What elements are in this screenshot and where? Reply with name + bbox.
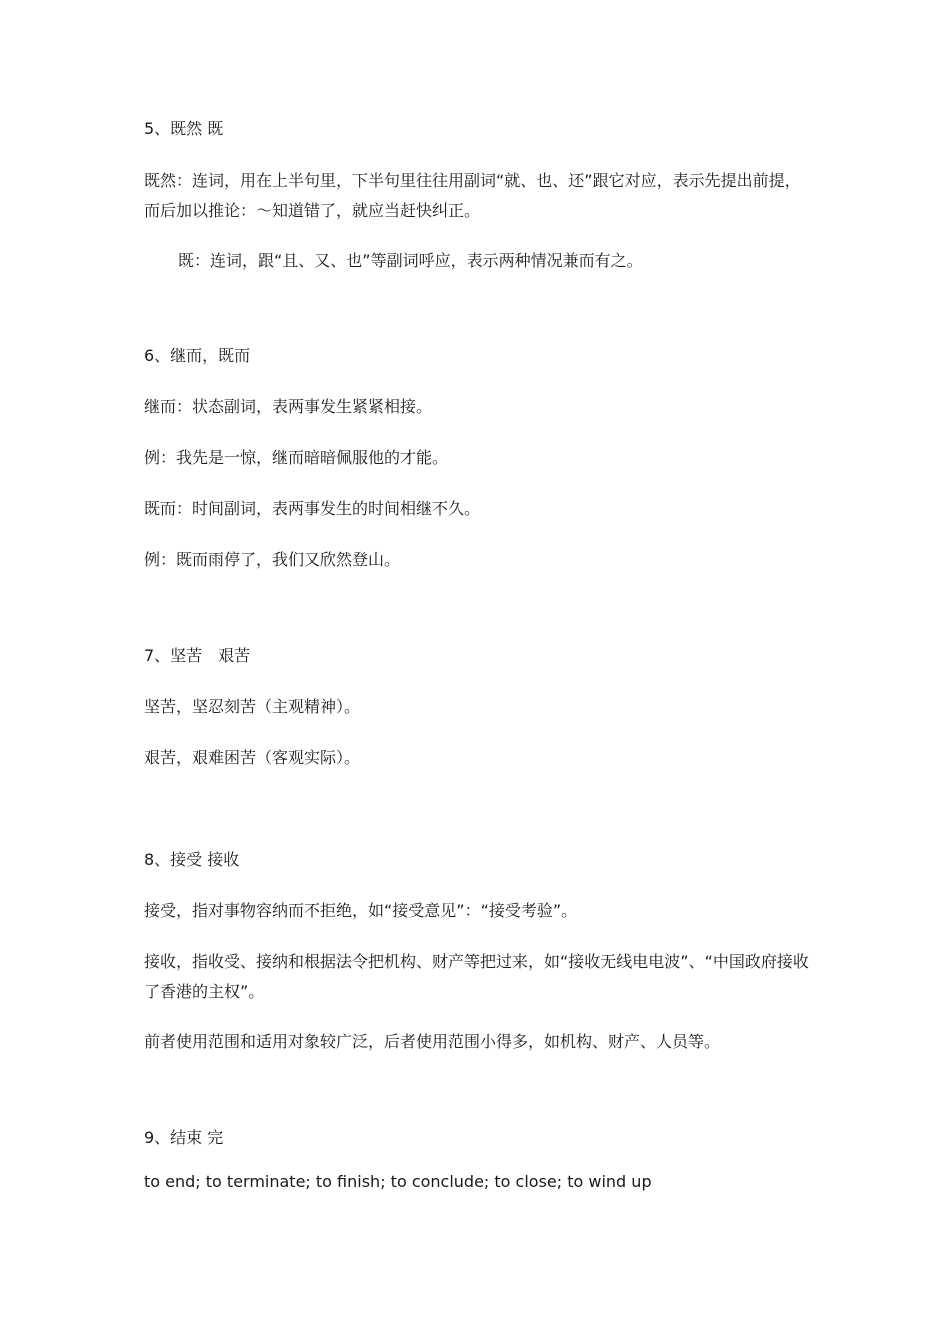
paragraph-jiran: 既然：连词，用在上半句里，下半句里往往用副词“就、也、还”跟它对应，表示先提出前提，而后加以推论：～知道错了，就应当赶快纠正。	[144, 171, 801, 220]
paragraph-jier2-example: 例：既而雨停了，我们又欣然登山。	[144, 550, 401, 569]
paragraph-jianku-1: 坚苦，坚忍刻苦（主观精神）。	[144, 697, 361, 716]
paragraph-jianku-2: 艰苦，艰难困苦（客观实际）。	[144, 748, 361, 767]
section-heading-5: 5、既然 既	[144, 119, 224, 138]
paragraph-jieshou: 接受，指对事物容纳而不拒绝，如“接受意见”：“接受考验”。	[144, 901, 578, 920]
section-heading-7: 7、坚苦 艰苦	[144, 646, 251, 665]
section-heading-9: 9、结束 完	[144, 1128, 224, 1147]
section-heading-6: 6、继而，既而	[144, 346, 251, 365]
section-heading-8: 8、接受 接收	[144, 850, 240, 869]
paragraph-comparison: 前者使用范围和适用对象较广泛，后者使用范围小得多，如机构、财产、人员等。	[144, 1032, 721, 1051]
paragraph-jier-definition: 继而：状态副词，表两事发生紧紧相接。	[144, 397, 433, 416]
paragraph-english-definition: to end; to terminate; to finish; to conclude; to close; to wind up	[144, 1172, 652, 1191]
paragraph-jieshou2: 接收，指收受、接纳和根据法令把机构、财产等把过来，如“接收无线电电波”、“中国政府接收了香港的主权”。	[144, 952, 809, 1001]
paragraph-jier-example: 例：我先是一惊，继而暗暗佩服他的才能。	[144, 448, 449, 467]
paragraph-ji: 既：连词，跟“且、又、也”等副词呼应，表示两种情况兼而有之。	[178, 251, 643, 270]
paragraph-jier2-definition: 既而：时间副词，表两事发生的时间相继不久。	[144, 499, 481, 518]
